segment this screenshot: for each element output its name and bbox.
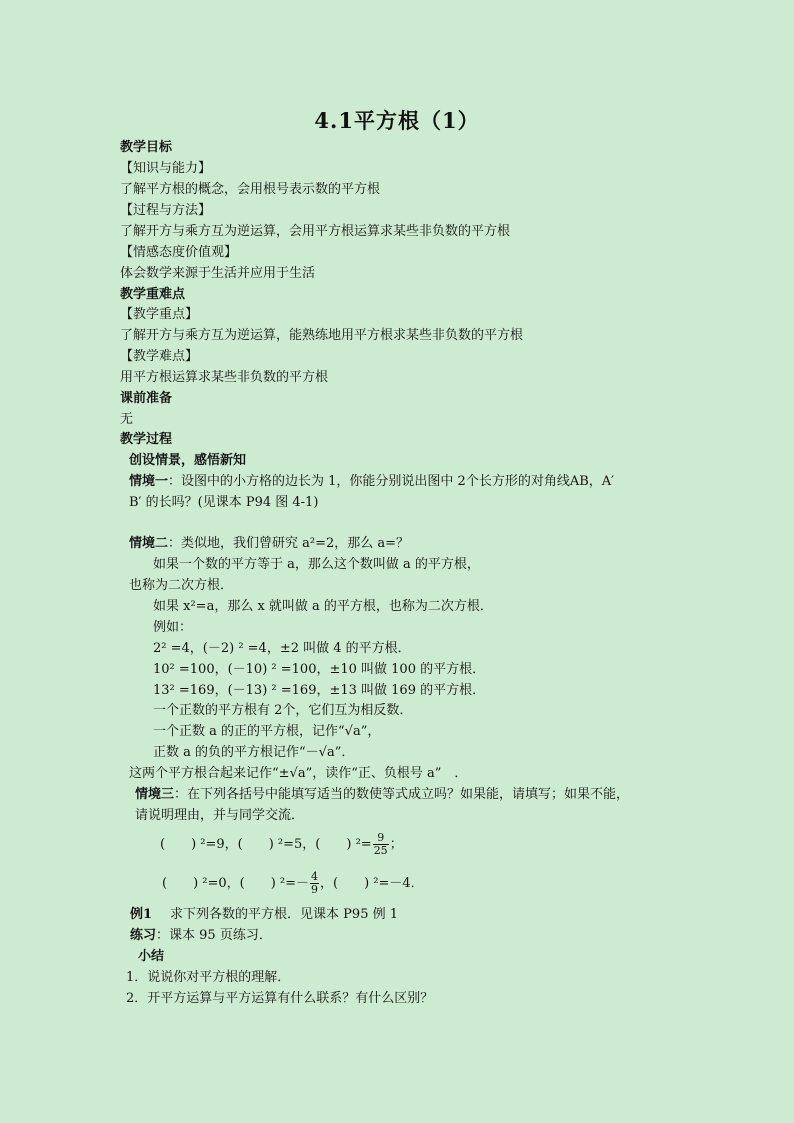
fill-row-2-text: ( ) ²=0，( ) ²=－ (162, 876, 310, 891)
text-prep: 无 (120, 412, 134, 427)
fill-row-2-end: ，( ) ²=－4． (320, 876, 424, 891)
example-1: 2² =4，(－2) ² =4，±2 叫做 4 的平方根． (153, 641, 411, 656)
fill-row-1-text: ( ) ²=9，( ) ²=5，( ) ²= (160, 837, 372, 852)
fill-equation-row-1 (160, 832, 403, 858)
scenario-1-line-2: B′ 的长吗？(见课本 P94 图 4-1) (129, 495, 319, 510)
property-1: 一个正数的平方根有 2个，它们互为相反数． (153, 703, 413, 718)
example-2: 10² =100，(－10) ² =100，±10 叫做 100 的平方根． (153, 662, 486, 677)
section-heading-process: 教学过程 (120, 432, 173, 447)
scenario-2-label: 情境二 (129, 536, 169, 551)
summary-item-2: 2．开平方运算与平方运算有什么联系？有什么区别？ (126, 991, 434, 1006)
example-1-line (130, 907, 398, 923)
subheading-knowledge: 【知识与能力】 (120, 161, 212, 176)
definition-2: 如果 x²=a，那么 x 就叫做 a 的平方根，也称为二次方根． (153, 599, 493, 614)
scenario-2-text: ：类似地，我们曾研究 a²=2，那么 a=？ (168, 536, 410, 551)
section-heading-prep: 课前准备 (120, 391, 173, 406)
fraction-denominator: 9 (311, 883, 319, 896)
subheading-attitude: 【情感态度价值观】 (120, 245, 238, 260)
scenario-1-label: 情境一 (129, 474, 169, 489)
fraction-9-25 (373, 832, 389, 857)
fraction-numerator: 4 (311, 870, 319, 883)
property-2: 一个正数 a 的正的平方根，记作“√a”， (153, 724, 381, 739)
section-heading-keys: 教学重难点 (120, 287, 186, 302)
fill-equation-row-2 (162, 871, 424, 897)
fraction-denominator: 25 (373, 844, 388, 857)
summary-item-1: 1．说说你对平方根的理解． (126, 970, 291, 985)
subheading-key-point: 【教学重点】 (120, 307, 199, 322)
text-knowledge: 了解平方根的概念，会用根号表示数的平方根 (120, 182, 381, 197)
scenario-1-line-1 (129, 474, 614, 490)
text-process: 了解开方与乘方互为逆运算，会用平方根运算求某些非负数的平方根 (120, 224, 511, 239)
subsection-title: 创设情景，感悟新知 (129, 453, 247, 468)
fill-row-1-end: ； (389, 837, 403, 852)
scenario-2-line (129, 536, 409, 552)
summary-heading: 小结 (138, 949, 165, 964)
definition-1: 如果一个数的平方等于 a，那么这个数叫做 a 的平方根， (153, 557, 480, 572)
subheading-difficulty: 【教学难点】 (120, 349, 199, 364)
fraction-numerator: 9 (373, 832, 389, 845)
practice-label: 练习 (130, 928, 157, 943)
fraction-4-9 (310, 871, 319, 896)
scenario-3-label: 情境三 (135, 787, 175, 802)
text-difficulty: 用平方根运算求某些非负数的平方根 (120, 370, 329, 385)
practice-line (130, 928, 272, 944)
property-3: 正数 a 的负的平方根记作“－√a”． (153, 745, 355, 760)
practice-text: ：课本 95 页练习． (156, 928, 272, 943)
example-1-label: 例1 (130, 907, 153, 922)
property-4: 这两个平方根合起来记作“±√a”，读作“正、负根号 a” ． (129, 766, 468, 781)
section-heading-goals: 教学目标 (120, 140, 173, 155)
subheading-process: 【过程与方法】 (120, 203, 212, 218)
text-key-point: 了解开方与乘方互为逆运算，能熟练地用平方根求某些非负数的平方根 (120, 328, 524, 343)
example-label: 例如： (153, 620, 193, 635)
scenario-3-line-2: 请说明理由，并与同学交流． (135, 808, 305, 823)
scenario-3-text: ：在下列各括号中能填写适当的数使等式成立吗？如果能，请填写；如果不能， (174, 787, 630, 802)
definition-1-cont: 也称为二次方根． (129, 578, 234, 593)
text-attitude: 体会数学来源于生活并应用于生活 (120, 266, 316, 281)
example-3: 13² =169，(－13) ² =169，±13 叫做 169 的平方根． (153, 683, 486, 698)
scenario-1-text: ：设图中的小方格的边长为 1，你能分别说出图中 2个长方形的对角线AB，A′ (168, 474, 615, 489)
example-1-text: 求下列各数的平方根．见课本 P95 例 1 (170, 907, 399, 922)
scenario-3-line-1 (135, 787, 629, 803)
page-title: 4.1平方根（1） (314, 108, 480, 133)
